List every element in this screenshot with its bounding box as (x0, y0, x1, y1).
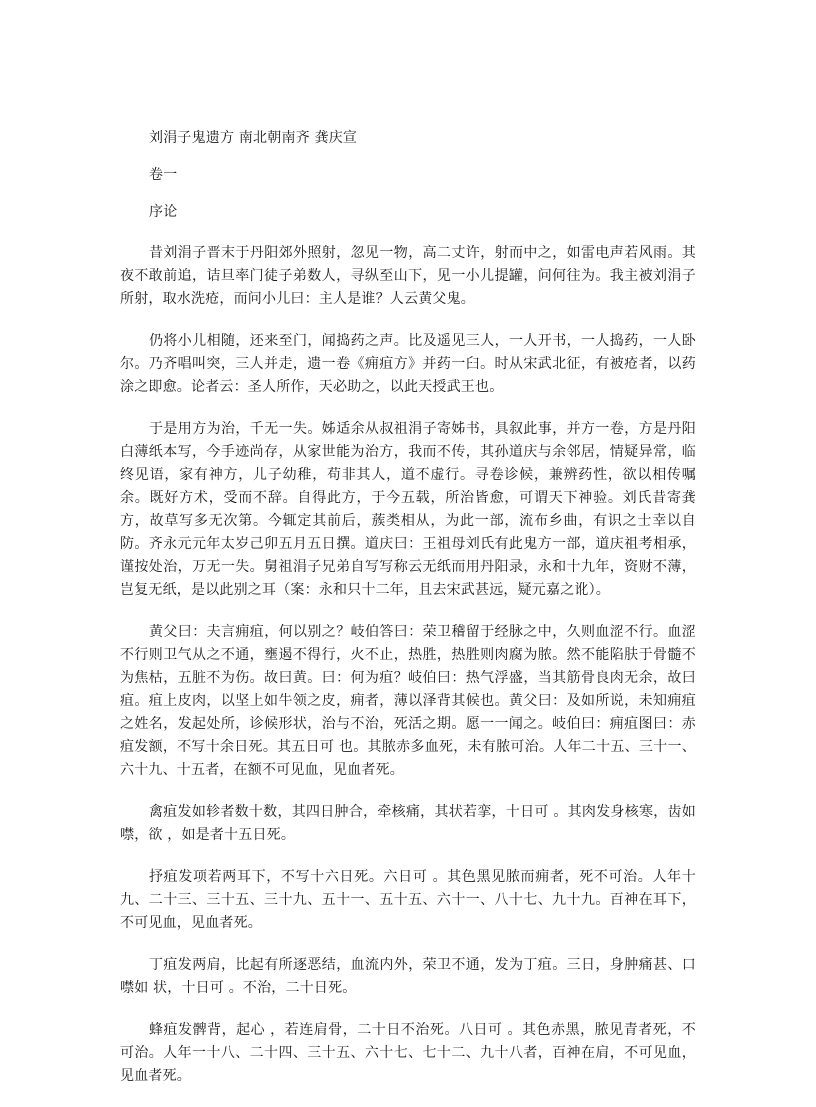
paragraph-1: 昔刘涓子晋末于丹阳郊外照射，忽见一物，高二丈许，射而中之，如雷电声若风雨。其夜不敢前追，诘旦率门徒子弟数人，寻纵至山下，见一小儿提罐，问何往为。我主被刘涓子所射，取水洗疮，而问小儿曰：主人是谁？人云黄父鬼。 (120, 245, 696, 307)
section-heading: 序论 (149, 204, 178, 220)
paragraph-8: 蜂疽发髀背，起心 ，若连肩骨，二十日不治死。八日可 。其色赤黑，脓见青者死，不可治。人年一十八、二十四、三十五、六十七、七十二、九十八者，百神在肩，不可见血，见血者死。 (120, 1022, 696, 1084)
paragraph-3: 于是用方为治，千无一失。姊适余从叔祖涓子寄姊书，具叙此事，并方一卷，方是丹阳白薄纸本写，今手迹尚存，从家世能为治方，我而不传，其孙道庆与余邻居，情疑异常，临终见语，家有神方，儿子幼稚，苟非其人，道不虚行。寻卷诊候，兼辨药性，欲以相传嘱余。既好方术，受而不辞。自得此方，于今五载，所治皆愈，可谓天下神验。刘氏昔寄龚方，故草写多无次第。今辄定其前后，蔟类相从，为此一部，流布乡曲，有识之士幸以自防。齐永元元年太岁己卯五月五日撰。道庆曰：王祖母刘氏有此鬼方一部，道庆祖考相承，谨按处治，万无一失。舅祖涓子兄弟自写写称云无纸而用丹阳录，永和十九年，资财不薄，岂复无纸，是以此别之耳（案：永和只十二年，且去宋武甚远，疑元嘉之讹）。 (120, 421, 696, 598)
document-title: 刘涓子鬼遗方 南北朝南齐 龚庆宣 (149, 130, 358, 146)
paragraph-2: 仍将小儿相随，还来至门，闻捣药之声。比及遥见三人，一人开书，一人捣药，一人卧尔。乃齐唱叫突，三人并走，遗一卷《痈疽方》并药一臼。时从宋武北征，有被疮者，以药涂之即愈。论者云：圣人所作，天必助之，以此天授武王也。 (120, 333, 696, 395)
paragraph-7: 丁疽发两肩，比起有所逐恶结，血流内外，荣卫不通，发为丁疽。三日，身肿痛甚、口噤如 状，十日可 。不治，二十日死。 (120, 957, 696, 996)
paragraph-5: 禽疽发如轸者数十数，其四日肿合，牵核痛，其状若挛，十日可 。其肉发身核寒，齿如噤，欲 ，如是者十五日死。 (120, 804, 696, 843)
volume-heading: 卷一 (149, 167, 178, 183)
paragraph-4: 黄父曰：夫言痈疽，何以别之？岐伯答曰：荣卫稽留于经脉之中，久则血涩不行。血涩不行则卫气从之不通，壅遏不得行，火不止，热胜，热胜则肉腐为脓。然不能陷肤于骨髓不为焦枯，五脏不为伤。故曰黄。曰：何为疽？岐伯曰：热气浮盛，当其筋骨良肉无余，故曰疽。疽上皮肉，以坚上如牛领之皮，痈者，薄以泽背其候也。黄父曰：及如所说，未知痈疽之姓名，发起处所，诊候形状，治与不治，死活之期。愿一一闻之。岐伯曰：痈疽图曰：赤疽发额，不写十余日死。其五日可 也。其脓赤多血死，未有脓可治。人年二十五、三十一、六十九、十五者，在额不可见血，见血者死。 (120, 624, 696, 778)
document-page (120, 128, 696, 1107)
paragraph-6: 抒疽发项若两耳下，不写十六日死。六日可 。其色黑见脓而痈者，死不可治。人年十九、二十三、三十五、三十九、五十一、五十五、六十一、八十七、九十九。百神在耳下，不可见血，见血者死。 (120, 869, 696, 931)
